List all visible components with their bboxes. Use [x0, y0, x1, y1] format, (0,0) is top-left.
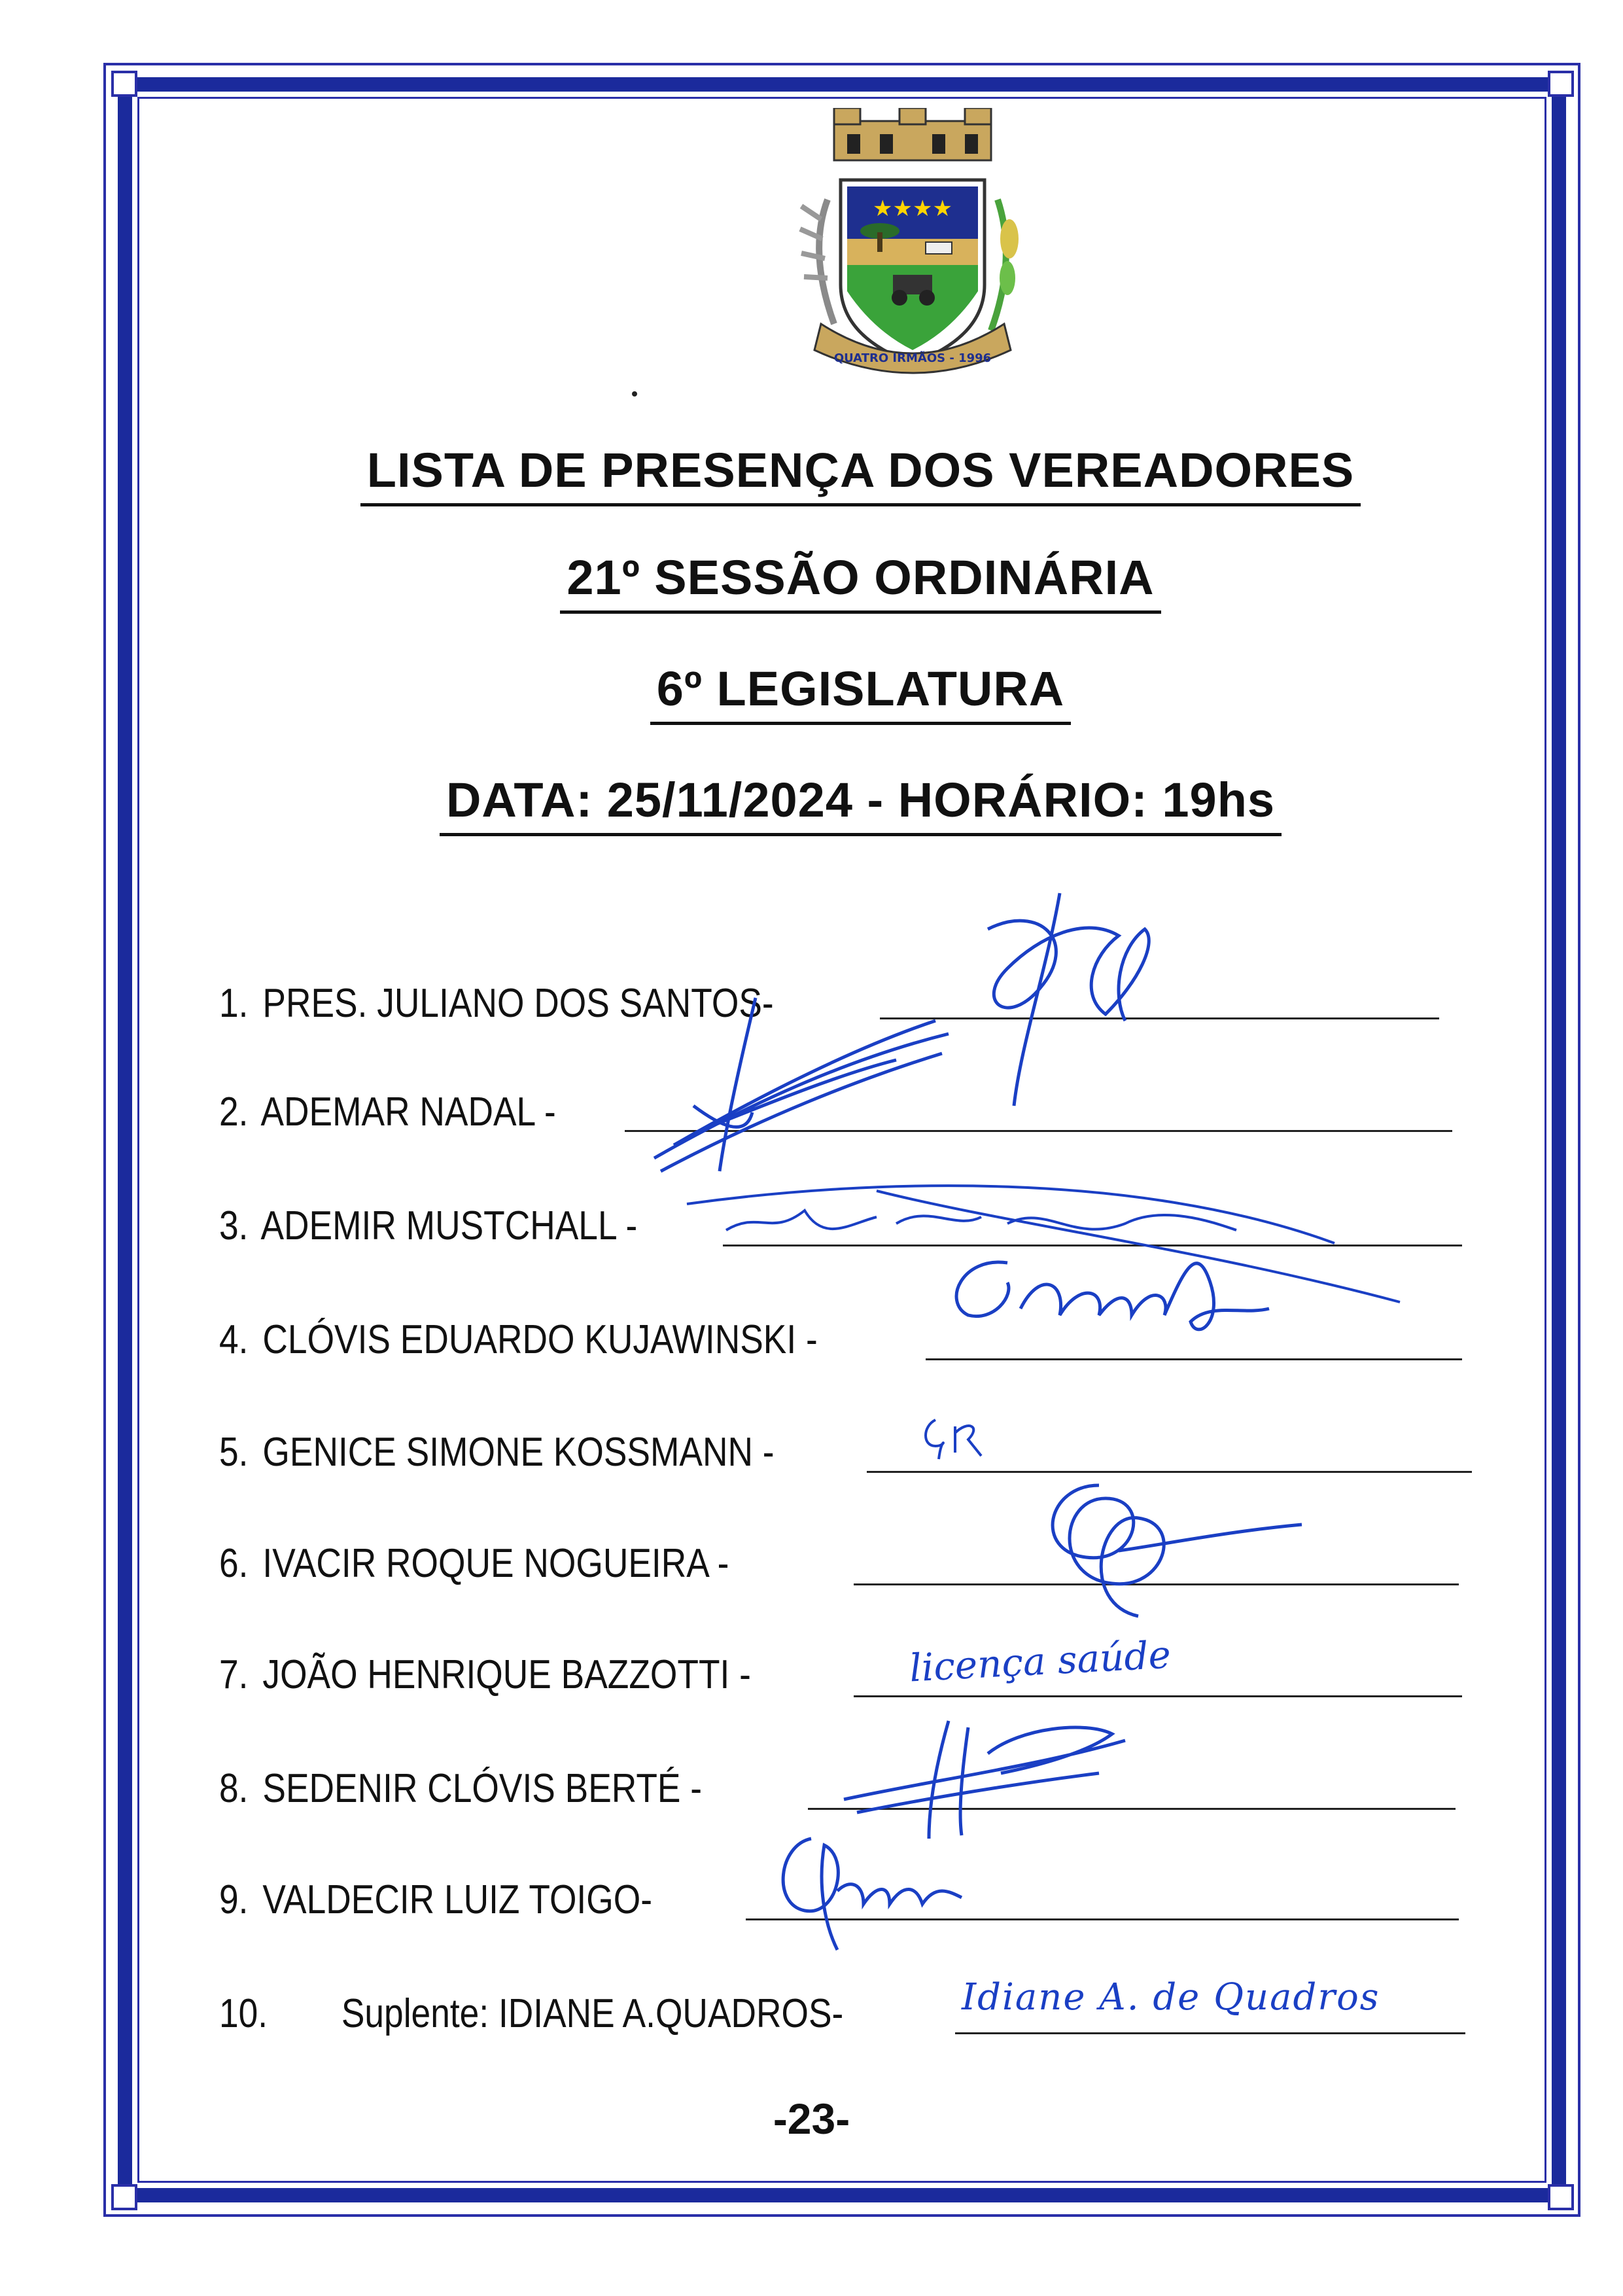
datetime-heading-text: DATA: 25/11/2024 - HORÁRIO: 19hs — [440, 772, 1282, 836]
document-title — [0, 442, 1623, 506]
attendee-number: 4. — [219, 1317, 249, 1362]
signature-line-10 — [955, 2032, 1465, 2034]
border-corner-top-right — [1548, 71, 1574, 97]
attendee-row-4 — [219, 1314, 818, 1366]
attendee-row-7 — [219, 1649, 751, 1701]
attendee-name: CLÓVIS EDUARDO KUJAWINSKI - — [262, 1317, 818, 1362]
signature-2 — [648, 995, 955, 1191]
signature-line-7 — [854, 1695, 1462, 1697]
attendee-number: 3. — [219, 1203, 249, 1248]
attendee-name: VALDECIR LUIZ TOIGO- — [262, 1877, 652, 1922]
attendee-name: GENICE SIMONE KOSSMANN - — [262, 1430, 775, 1475]
border-corner-bottom-left — [111, 2184, 137, 2210]
attendee-number: 10. — [219, 1991, 268, 2036]
attendee-name: SEDENIR CLÓVIS BERTÉ - — [262, 1766, 703, 1811]
scan-speck — [632, 391, 637, 397]
signature-6 — [1021, 1472, 1308, 1636]
signature-10-text: Idiane A. de Quadros — [962, 1976, 1380, 2019]
attendee-number: 7. — [219, 1652, 249, 1697]
crown-icon — [834, 108, 991, 160]
svg-text:★★★★: ★★★★ — [873, 196, 952, 222]
attendee-number: 2. — [219, 1089, 249, 1135]
attendee-number: 1. — [219, 981, 249, 1026]
attendee-number: 9. — [219, 1877, 249, 1922]
attendee-row-6 — [219, 1538, 729, 1590]
legislature-heading — [0, 661, 1623, 725]
attendee-row-2 — [219, 1086, 556, 1139]
attendee-name: JOÃO HENRIQUE BAZZOTTI - — [262, 1652, 751, 1697]
page-number: -23- — [773, 2094, 850, 2143]
attendee-name: IVACIR ROQUE NOGUEIRA - — [262, 1541, 729, 1586]
session-heading-text: 21º SESSÃO ORDINÁRIA — [560, 550, 1161, 614]
document-title-text: LISTA DE PRESENÇA DOS VEREADORES — [360, 442, 1361, 506]
attendee-number: 8. — [219, 1766, 249, 1811]
attendee-row-5 — [219, 1426, 775, 1479]
attendee-name: PRES. JULIANO DOS SANTOS- — [262, 981, 774, 1026]
border-corner-bottom-right — [1548, 2184, 1574, 2210]
attendee-row-10 — [219, 1988, 843, 2040]
attendee-row-3 — [219, 1200, 637, 1252]
municipal-crest-logo — [782, 108, 1043, 383]
signature-9 — [765, 1819, 975, 1956]
svg-text:QUATRO IRMÃOS - 1996: QUATRO IRMÃOS - 1996 — [833, 351, 992, 365]
legislature-heading-text: 6º LEGISLATURA — [650, 661, 1071, 725]
attendee-number: 6. — [219, 1541, 249, 1586]
attendee-row-9 — [219, 1874, 652, 1926]
signature-5 — [916, 1407, 1001, 1479]
attendee-name: ADEMIR MUSTCHALL - — [260, 1203, 638, 1248]
attendee-number: 5. — [219, 1430, 249, 1475]
datetime-heading — [0, 772, 1623, 836]
signature-1 — [949, 890, 1171, 1125]
attendee-name: ADEMAR NADAL - — [260, 1089, 556, 1135]
border-corner-top-left — [111, 71, 137, 97]
attendee-row-8 — [219, 1763, 702, 1815]
signature-7-text: licença saúde — [908, 1632, 1172, 1691]
attendee-name: Suplente: IDIANE A.QUADROS- — [341, 1991, 844, 2036]
signature-4 — [935, 1243, 1276, 1374]
session-heading — [0, 550, 1623, 614]
